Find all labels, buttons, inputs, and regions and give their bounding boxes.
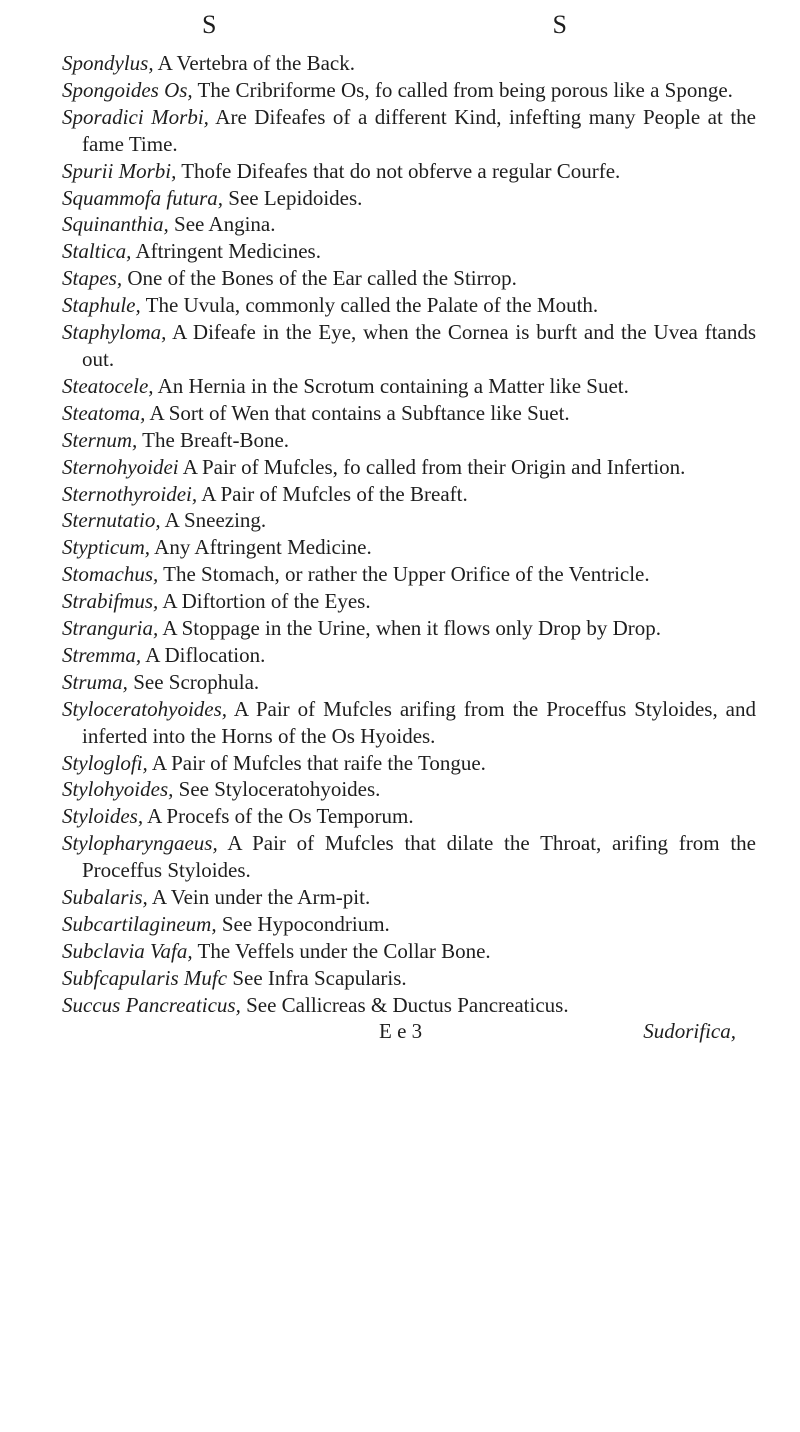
entry-term: Stapes, <box>62 266 123 291</box>
entry-term: Sternum, <box>62 427 138 452</box>
entry-term: Sternothyroidei, <box>62 481 198 506</box>
dictionary-entry <box>62 830 756 884</box>
entry-term: Stylopharyngaeus, <box>62 831 218 856</box>
dictionary-entry <box>62 104 756 158</box>
dictionary-entry <box>62 803 756 830</box>
entry-definition: A Pair of Mufcles that raife the Tongue. <box>147 750 486 775</box>
entry-term: Spongoides Os, <box>62 77 193 102</box>
entry-definition: A Pair of Mufcles that dilate the Throat, arifing from the Proceffus Styloides. <box>82 831 756 883</box>
entry-term: Squammofa futura, <box>62 185 224 210</box>
running-header <box>62 0 756 39</box>
entry-definition: A Difeafe in the Eye, when the Cornea is burft and the Uvea ftands out. <box>82 320 756 371</box>
entry-term: Sternutatio, <box>62 508 161 533</box>
dictionary-entry <box>62 185 756 212</box>
entry-definition: A Sort of Wen that contains a Subftance like Suet. <box>145 400 570 425</box>
entry-definition: Aftringent Medicines. <box>131 239 321 264</box>
entry-definition: See Angina. <box>168 212 276 237</box>
dictionary-entry <box>62 158 756 185</box>
entry-term: Staphule, <box>62 293 141 318</box>
dictionary-entry <box>62 507 756 534</box>
entry-term: Struma, <box>62 669 128 694</box>
entry-definition: See Scrophula. <box>127 669 260 694</box>
entry-definition: A Pair of Mufcles, fo called from their Origin and Infertion. <box>178 454 686 479</box>
page-footer <box>62 1019 756 1047</box>
signature-mark: E e 3 <box>379 1018 423 1043</box>
entry-definition: The Breaft-Bone. <box>137 427 290 452</box>
dictionary-entry <box>62 319 756 373</box>
entry-definition: See Infra Scapularis. <box>227 965 407 990</box>
entry-definition: The Stomach, or rather the Upper Orifice of the Ventricle. <box>158 562 650 587</box>
entry-term: Stylohyoides, <box>62 777 174 802</box>
entry-definition: See Lepidoides. <box>223 185 363 210</box>
entry-term: Stremma, <box>62 642 142 667</box>
entry-term: Staltica, <box>62 239 132 264</box>
dictionary-entry <box>62 427 756 454</box>
header-letter-right: S <box>552 10 568 39</box>
entry-definition: See Callicreas & Ductus Pancreaticus. <box>240 992 569 1017</box>
entry-definition: See Styloceratohyoides. <box>173 777 381 802</box>
entry-definition: One of the Bones of the Ear called the Stirrop. <box>122 266 517 291</box>
dictionary-entry <box>62 561 756 588</box>
entry-definition: A Sneezing. <box>160 508 267 533</box>
dictionary-entry <box>62 238 756 265</box>
dictionary-entry <box>62 211 756 238</box>
entry-definition: The Veffels under the Collar Bone. <box>192 938 491 963</box>
entry-term: Steatocele, <box>62 373 154 398</box>
dictionary-entry <box>62 77 756 104</box>
entry-term: Stypticum, <box>62 535 151 560</box>
entry-term: Styloceratohyoides, <box>62 696 228 721</box>
entry-list <box>62 50 756 1019</box>
dictionary-entry <box>62 992 756 1019</box>
entry-definition: Are Difeafes of a different Kind, infefting many People at the fame Time. <box>82 104 756 156</box>
entry-definition: A Procefs of the Os Temporum. <box>143 804 414 829</box>
dictionary-entry <box>62 534 756 561</box>
dictionary-entry <box>62 776 756 803</box>
entry-definition: Any Aftringent Medicine. <box>150 535 372 560</box>
entry-definition: An Hernia in the Scrotum containing a Matter like Suet. <box>153 373 629 398</box>
entry-term: Spurii Morbi, <box>62 158 177 183</box>
dictionary-entry <box>62 400 756 427</box>
entry-term: Styloides, <box>62 804 144 829</box>
entry-definition: A Vertebra of the Back. <box>153 51 355 75</box>
dictionary-entry <box>62 938 756 965</box>
entry-term: Subalaris, <box>62 885 148 910</box>
entry-term: Subfcapularis Mufc <box>62 965 228 990</box>
entry-term: Styloglofi, <box>62 750 148 775</box>
dictionary-entry <box>62 265 756 292</box>
entry-definition: A Vein under the Arm-pit. <box>147 885 371 910</box>
entry-definition: See Hypocondrium. <box>216 912 390 936</box>
dictionary-entry <box>62 373 756 400</box>
entry-definition: The Uvula, commonly called the Palate of the Mouth. <box>140 293 599 318</box>
dictionary-entry <box>62 884 756 911</box>
entry-definition: Thofe Difeafes that do not obferve a regular Courfe. <box>176 158 621 183</box>
entry-definition: The Cribriforme Os, fo called from being porous like a Sponge. <box>192 77 733 102</box>
dictionary-entry <box>62 454 756 481</box>
dictionary-entry <box>62 50 756 77</box>
dictionary-entry <box>62 615 756 642</box>
entry-definition: A Pair of Mufcles arifing from the Proceffus Styloides, and inferted into the Horns of the Os Hyoides. <box>82 696 756 748</box>
entry-term: Stomachus, <box>62 562 159 587</box>
entry-term: Sporadici Morbi, <box>62 104 209 129</box>
entry-definition: A Diflocation. <box>141 642 266 667</box>
dictionary-entry <box>62 696 756 750</box>
entry-definition: A Pair of Mufcles of the Breaft. <box>197 481 468 506</box>
entry-term: Subclavia Vafa, <box>62 938 193 963</box>
entry-term: Stranguria, <box>62 616 159 641</box>
dictionary-entry <box>62 481 756 508</box>
entry-term: Squinanthia, <box>62 212 169 237</box>
dictionary-entry <box>62 911 756 938</box>
entry-term: Sternohyoidei <box>62 454 179 479</box>
entry-term: Subcartilagineum, <box>62 912 217 936</box>
dictionary-entry <box>62 292 756 319</box>
dictionary-entry <box>62 588 756 615</box>
entry-term: Spondylus, <box>62 51 154 75</box>
header-letter-left: S <box>202 10 218 39</box>
dictionary-entry <box>62 750 756 777</box>
catchword: Sudorifica, <box>643 1018 736 1043</box>
dictionary-entry <box>62 965 756 992</box>
entry-term: Staphyloma, <box>62 320 167 345</box>
entry-term: Steatoma, <box>62 400 146 425</box>
dictionary-entry <box>62 642 756 669</box>
entry-term: Strabifmus, <box>62 589 159 614</box>
entry-definition: A Diftortion of the Eyes. <box>158 589 371 614</box>
entry-definition: A Stoppage in the Urine, when it flows only Drop by Drop. <box>158 616 662 641</box>
dictionary-entry <box>62 669 756 696</box>
entry-term: Succus Pancreaticus, <box>62 992 241 1017</box>
